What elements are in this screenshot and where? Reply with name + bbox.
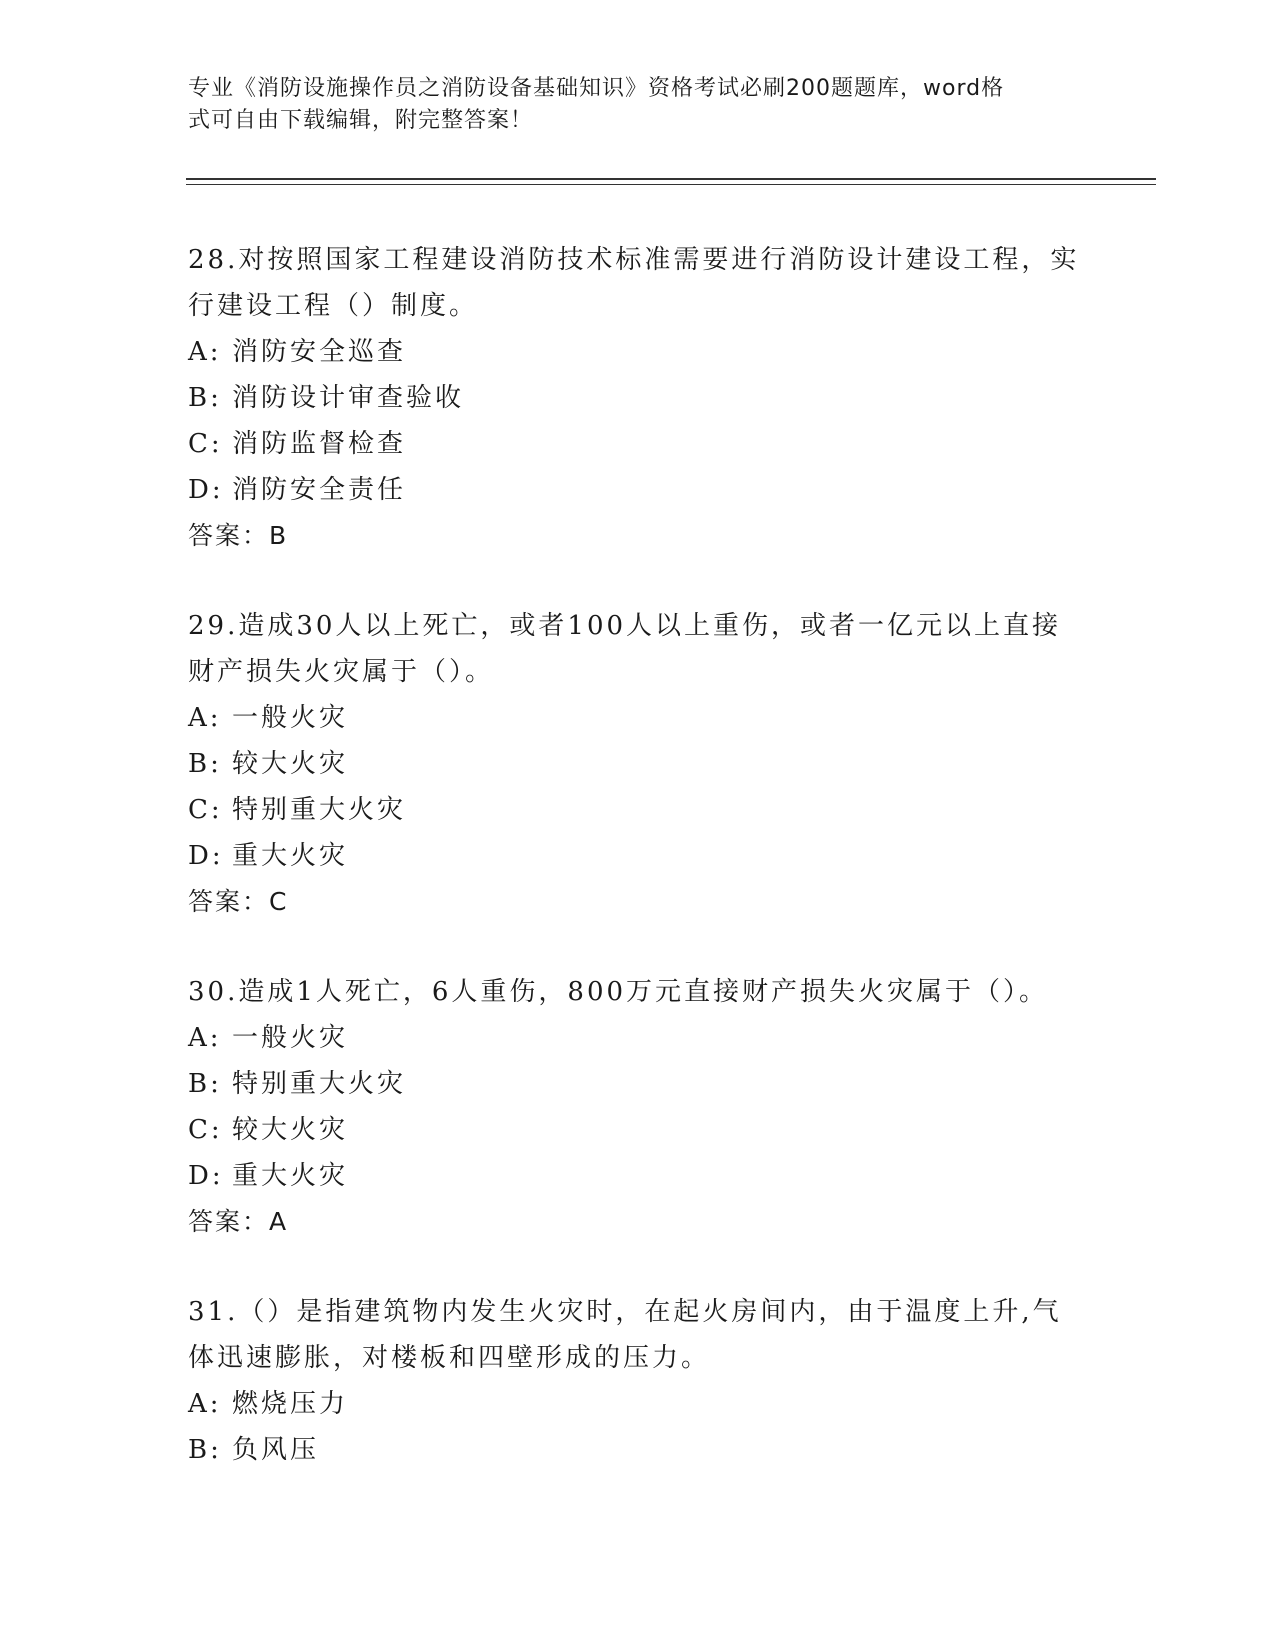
option-text: 一般火灾 (232, 1023, 349, 1053)
answer-option (188, 1153, 1088, 1199)
header-divider-thick (186, 178, 1156, 180)
question-block (188, 237, 1088, 559)
answer-option (188, 695, 1088, 741)
option-key: C: (188, 1115, 223, 1145)
answer-line: 答案：A (188, 1207, 289, 1236)
option-text: 一般火灾 (232, 703, 349, 733)
question-block (188, 969, 1088, 1245)
answer-option (188, 375, 1088, 421)
document-header (188, 73, 1088, 137)
question-text-line: 31.（）是指建筑物内发生火灾时，在起火房间内，由于温度上升,气 (188, 1297, 1062, 1327)
option-text: 重大火灾 (232, 1161, 349, 1191)
option-key: B: (188, 383, 222, 413)
option-key: A: (188, 1389, 222, 1419)
question-text-line: 行建设工程（）制度。 (188, 291, 479, 321)
answer-option (188, 1381, 1088, 1427)
option-key: A: (188, 337, 222, 367)
question-block (188, 603, 1088, 925)
question-text-line: 28.对按照国家工程建设消防技术标准需要进行消防设计建设工程，实 (188, 245, 1080, 275)
option-key: C: (188, 795, 223, 825)
option-key: D: (188, 475, 224, 505)
answer-option (188, 421, 1088, 467)
question-list (188, 237, 1088, 1517)
option-key: D: (188, 1161, 224, 1191)
option-key: B: (188, 749, 222, 779)
answer-option (188, 741, 1088, 787)
option-text: 燃烧压力 (232, 1389, 349, 1419)
option-text: 消防设计审查验收 (232, 383, 465, 413)
header-divider-thin (186, 184, 1156, 185)
question-text-line: 30.造成1人死亡，6人重伤，800万元直接财产损失火灾属于（）。 (188, 977, 1049, 1007)
option-text: 特别重大火灾 (232, 795, 407, 825)
option-text: 重大火灾 (232, 841, 349, 871)
question-text-line: 29.造成30人以上死亡，或者100人以上重伤，或者一亿元以上直接 (188, 611, 1062, 641)
question-text-line: 体迅速膨胀，对楼板和四壁形成的压力。 (188, 1343, 711, 1373)
answer-option (188, 1015, 1088, 1061)
option-key: A: (188, 703, 222, 733)
option-key: C: (188, 429, 223, 459)
option-key: B: (188, 1069, 222, 1099)
answer-option (188, 1061, 1088, 1107)
answer-option (188, 467, 1088, 513)
answer-option (188, 329, 1088, 375)
header-line-2: 式可自由下载编辑，附完整答案！ (188, 108, 534, 133)
option-text: 消防安全责任 (232, 475, 407, 505)
option-text: 消防安全巡查 (232, 337, 407, 367)
header-line-1: 专业《消防设施操作员之消防设备基础知识》资格考试必刷200题题库，word格 (188, 76, 1005, 101)
answer-line: 答案：C (188, 887, 289, 916)
answer-option (188, 833, 1088, 879)
answer-option (188, 1107, 1088, 1153)
answer-option (188, 787, 1088, 833)
question-text-line: 财产损失火灾属于（）。 (188, 657, 495, 687)
option-text: 消防监督检查 (232, 429, 407, 459)
option-text: 特别重大火灾 (232, 1069, 407, 1099)
option-key: D: (188, 841, 224, 871)
answer-line: 答案：B (188, 521, 289, 550)
option-key: A: (188, 1023, 222, 1053)
question-block (188, 1289, 1088, 1473)
option-text: 负风压 (232, 1435, 320, 1465)
option-text: 较大火灾 (232, 1115, 349, 1145)
answer-option (188, 1427, 1088, 1473)
option-key: B: (188, 1435, 222, 1465)
option-text: 较大火灾 (232, 749, 349, 779)
